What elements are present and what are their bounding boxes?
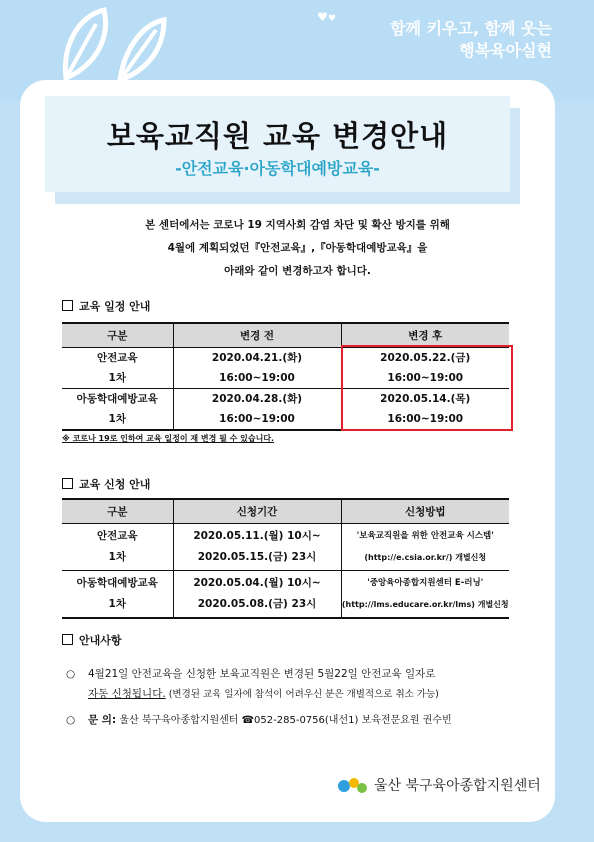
- table-cell: [173, 348, 341, 389]
- cell-line: 16:00~19:00: [219, 372, 295, 384]
- cell-line: 16:00~19:00: [219, 413, 295, 425]
- application-heading-text: 교육 신청 안내: [79, 478, 151, 491]
- cell-line: (http://lms.educare.or.kr/lms) 개별신청: [341, 600, 509, 609]
- org-name: 울산 북구육아종합지원센터: [374, 778, 541, 794]
- contact-text: 울산 북구육아종합지원센터 ☎052-285-0756(내선1) 보육전문요원 권수빈: [116, 715, 452, 726]
- slogan-line-2: 행복육아실현: [459, 41, 552, 60]
- cell-line: 1차: [108, 598, 126, 610]
- cell-line: 2020.04.28.(화): [211, 393, 303, 405]
- cell-line: 안전교육: [96, 352, 138, 364]
- guide-item-1-emphasis: 자동 신청됩니다.: [88, 688, 166, 700]
- cell-line: '중앙육아종합지원센터 E-러닝': [367, 578, 484, 588]
- table-row: [62, 524, 509, 571]
- application-heading: [62, 476, 150, 492]
- page-title: 보육교직원 교육 변경안내: [106, 119, 449, 153]
- cell-line: '보육교직원을 위한 안전교육 시스템': [356, 531, 494, 541]
- title-block: [45, 96, 520, 204]
- table-cell: [62, 348, 173, 389]
- column-header: 신청기간: [173, 499, 341, 524]
- cell-line: 2020.05.11.(월) 10시~: [193, 530, 321, 542]
- center-logo-icon: [336, 775, 370, 797]
- cell-line: 2020.05.08.(금) 23시: [197, 598, 317, 610]
- intro-line-1: 본 센터에서는 코로나 19 지역사회 감염 차단 및 확산 방지를 위해: [145, 219, 450, 231]
- cell-line: 2020.05.22.(금): [380, 352, 471, 364]
- column-header: 구분: [62, 323, 173, 348]
- application-table: [62, 498, 509, 619]
- footer-logo: [336, 775, 541, 797]
- guide-item-1-text: 4월21일 안전교육을 신청한 보육교직원은 변경된 5월22일 안전교육 일자로: [88, 668, 436, 680]
- hearts-icon: ♥♥: [317, 10, 336, 24]
- cell-line: 아동학대예방교육: [76, 393, 158, 405]
- highlight-box: [341, 345, 513, 431]
- cell-line: 16:00~19:00: [387, 372, 464, 384]
- cell-line: 2020.05.15.(금) 23시: [197, 551, 317, 563]
- intro-line-3: 아래와 같이 변경하고자 합니다.: [224, 265, 371, 277]
- column-header: 변경 후: [341, 323, 509, 348]
- contact-label: 문 의:: [88, 714, 117, 726]
- column-header: 구분: [62, 499, 173, 524]
- guide-item-1-note: (변경된 교육 일자에 참석이 어려우신 분은 개별적으로 취소 가능): [165, 689, 439, 700]
- cell-line: (http://e.csia.or.kr/) 개별신청: [364, 553, 487, 562]
- table-cell: [341, 524, 509, 571]
- table-row: [62, 571, 509, 619]
- schedule-heading: [62, 298, 150, 314]
- cell-line: 안전교육: [96, 530, 138, 542]
- table-cell: [173, 524, 341, 571]
- table-cell: [173, 389, 341, 431]
- bullet-circle-icon: ○: [66, 714, 76, 726]
- guide-item-1: [66, 664, 526, 705]
- schedule-note: ※ 코로나 19로 인하여 교육 일정이 재 변경 될 수 있습니다.: [62, 434, 275, 443]
- table-cell: [173, 571, 341, 619]
- title-panel: [45, 96, 510, 192]
- column-header: 변경 전: [173, 323, 341, 348]
- intro-text: [60, 214, 535, 283]
- slogan-line-1: 함께 키우고, 함께 웃는: [390, 19, 552, 38]
- schedule-heading-text: 교육 일정 안내: [79, 300, 151, 313]
- cell-line: 2020.05.04.(월) 10시~: [193, 577, 321, 589]
- guide-heading-text: 안내사항: [79, 634, 122, 647]
- cell-line: 1차: [108, 372, 126, 384]
- guide-item-2: [66, 710, 452, 731]
- cell-line: 1차: [108, 551, 126, 563]
- page-subtitle: -안전교육·아동학대예방교육-: [175, 159, 380, 178]
- intro-line-2: 4월에 계획되었던『안전교육』,『아동학대예방교육』을: [167, 242, 428, 254]
- column-header: 신청방법: [341, 499, 509, 524]
- table-header-row: [62, 499, 509, 524]
- guide-heading: [62, 632, 122, 648]
- table-cell: [341, 571, 509, 619]
- checkbox-icon: [62, 478, 73, 489]
- slogan: [390, 18, 552, 62]
- cell-line: 2020.04.21.(화): [211, 352, 303, 364]
- checkbox-icon: [62, 300, 73, 311]
- cell-line: 16:00~19:00: [387, 413, 464, 425]
- table-header-row: [62, 323, 509, 348]
- table-cell: [62, 524, 173, 571]
- cell-line: 아동학대예방교육: [76, 577, 158, 589]
- cell-line: 1차: [108, 413, 126, 425]
- bullet-circle-icon: ○: [66, 668, 76, 680]
- cell-line: 2020.05.14.(목): [380, 393, 471, 405]
- table-cell: [62, 571, 173, 619]
- table-cell: [62, 389, 173, 431]
- checkbox-icon: [62, 634, 73, 645]
- leaf-icon: [58, 6, 168, 84]
- bottom-strip: [0, 830, 594, 842]
